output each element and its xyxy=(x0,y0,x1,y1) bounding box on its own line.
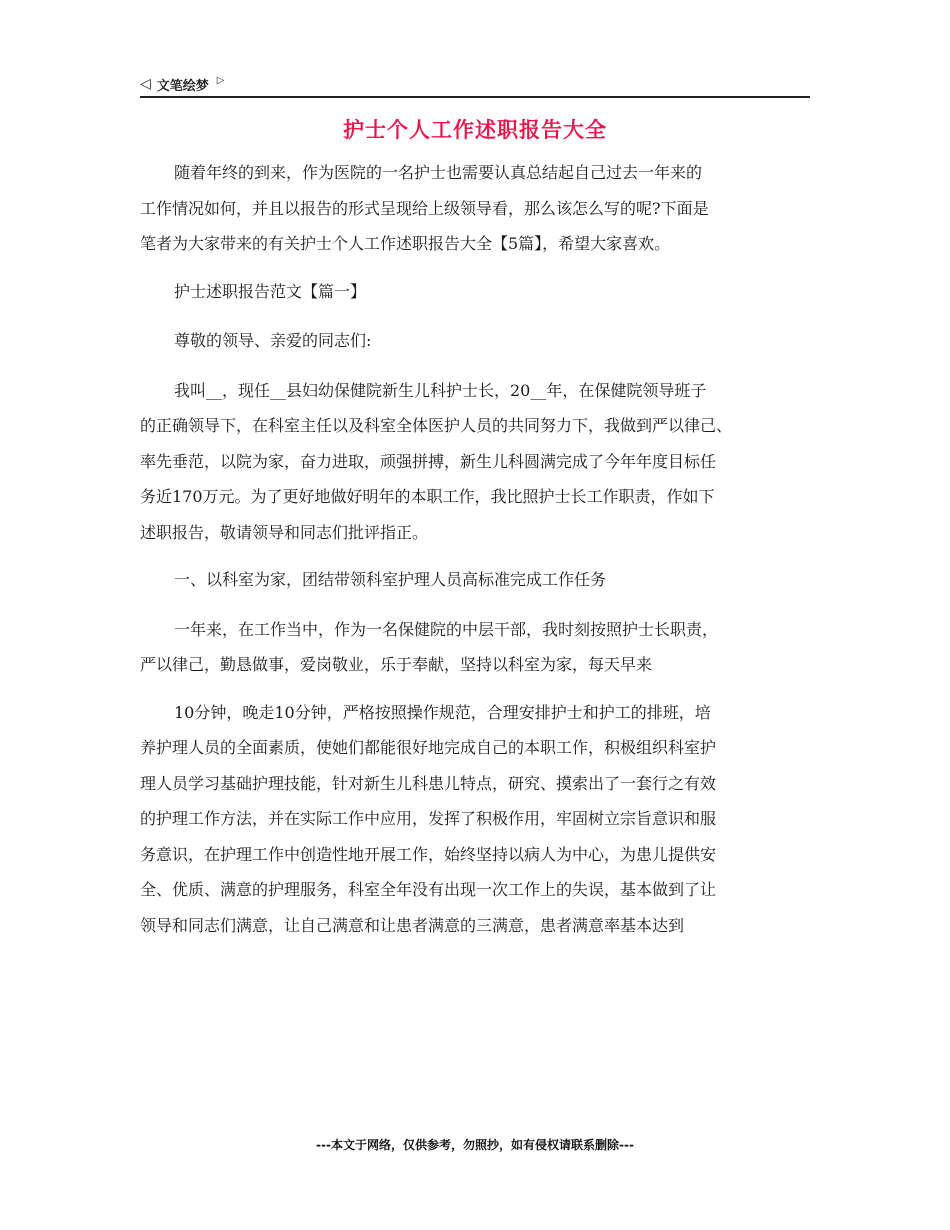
paragraph-body-2 xyxy=(140,695,815,944)
text-line: 随着年终的到来，作为医院的一名护士也需要认真总结起自己过去一年来的 xyxy=(174,163,703,182)
text-line: 养护理人员的全面素质，使她们都能很好地完成自己的本职工作，积极组织科室护 xyxy=(140,738,717,757)
page-footer: ---本文于网络，仅供参考，勿照抄，如有侵权请联系删除--- xyxy=(316,1138,634,1152)
paragraph-salutation xyxy=(140,323,815,359)
text-line: 一、以科室为家，团结带领科室护理人员高标准完成工作任务 xyxy=(174,570,607,589)
document-body xyxy=(140,155,815,955)
text-line: 一年来，在工作当中，作为一名保健院的中层干部，我时刻按照护士长职责， xyxy=(174,619,719,639)
text-line: 的正确领导下，在科室主任以及科室全体医护人员的共同努力下，我做到严以律己、 xyxy=(140,416,733,435)
text-line: 全、优质、满意的护理服务，科室全年没有出现一次工作上的失误，基本做到了让 xyxy=(140,880,717,899)
text-line: 严以律己，勤恳做事，爱岗敬业，乐于奉献，坚持以科室为家，每天早来 xyxy=(140,655,653,674)
text-line: 领导和同志们满意，让自己满意和让患者满意的三满意，患者满意率基本达到 xyxy=(140,915,685,935)
brand-name: 文笔绘梦 xyxy=(156,78,209,94)
text-line: 我叫__，现任__县妇幼保健院新生儿科护士长，20__年，在保健院领导班子 xyxy=(174,380,707,400)
page-header xyxy=(140,72,810,98)
text-line: 务近170万元。为了更好地做好明年的本职工作，我比照护士长工作职责，作如下 xyxy=(140,487,715,506)
text-line: 10分钟，晚走10分钟，严格按照操作规范，合理安排护士和护工的排班，培 xyxy=(174,702,711,722)
text-line: 的护理工作方法，并在实际工作中应用，发挥了积极作用，牢固树立宗旨意识和服 xyxy=(140,809,717,828)
triangle-left-icon: ◁ xyxy=(140,76,151,92)
text-line: 务意识，在护理工作中创造性地开展工作，始终坚持以病人为中心，为患儿提供安 xyxy=(140,844,717,864)
paragraph-body-1 xyxy=(140,612,815,683)
text-line: 理人员学习基础护理技能，针对新生儿科患儿特点，研究、摸索出了一套行之有效 xyxy=(140,773,717,793)
text-line: 尊敬的领导、亲爱的同志们: xyxy=(174,331,372,350)
text-line: 护士述职报告范文【篇一】 xyxy=(174,281,367,301)
text-line: 率先垂范，以院为家，奋力进取，顽强拼搏，新生儿科圆满完成了今年年度目标任 xyxy=(140,451,717,471)
text-line: 述职报告，敬请领导和同志们批评指正。 xyxy=(140,522,429,542)
paragraph-section-title xyxy=(140,274,815,310)
triangle-right-icon: ▷ xyxy=(216,74,225,86)
text-line: 笔者为大家带来的有关护士个人工作述职报告大全【5篇】，希望大家喜欢。 xyxy=(140,234,671,253)
text-line: 工作情况如何，并且以报告的形式呈现给上级领导看，那么该怎么写的呢?下面是 xyxy=(140,198,709,218)
paragraph-heading-one xyxy=(140,562,815,598)
document-title: 护士个人工作述职报告大全 xyxy=(343,118,607,142)
paragraph-introduction-self xyxy=(140,373,815,551)
paragraph-intro xyxy=(140,155,815,262)
